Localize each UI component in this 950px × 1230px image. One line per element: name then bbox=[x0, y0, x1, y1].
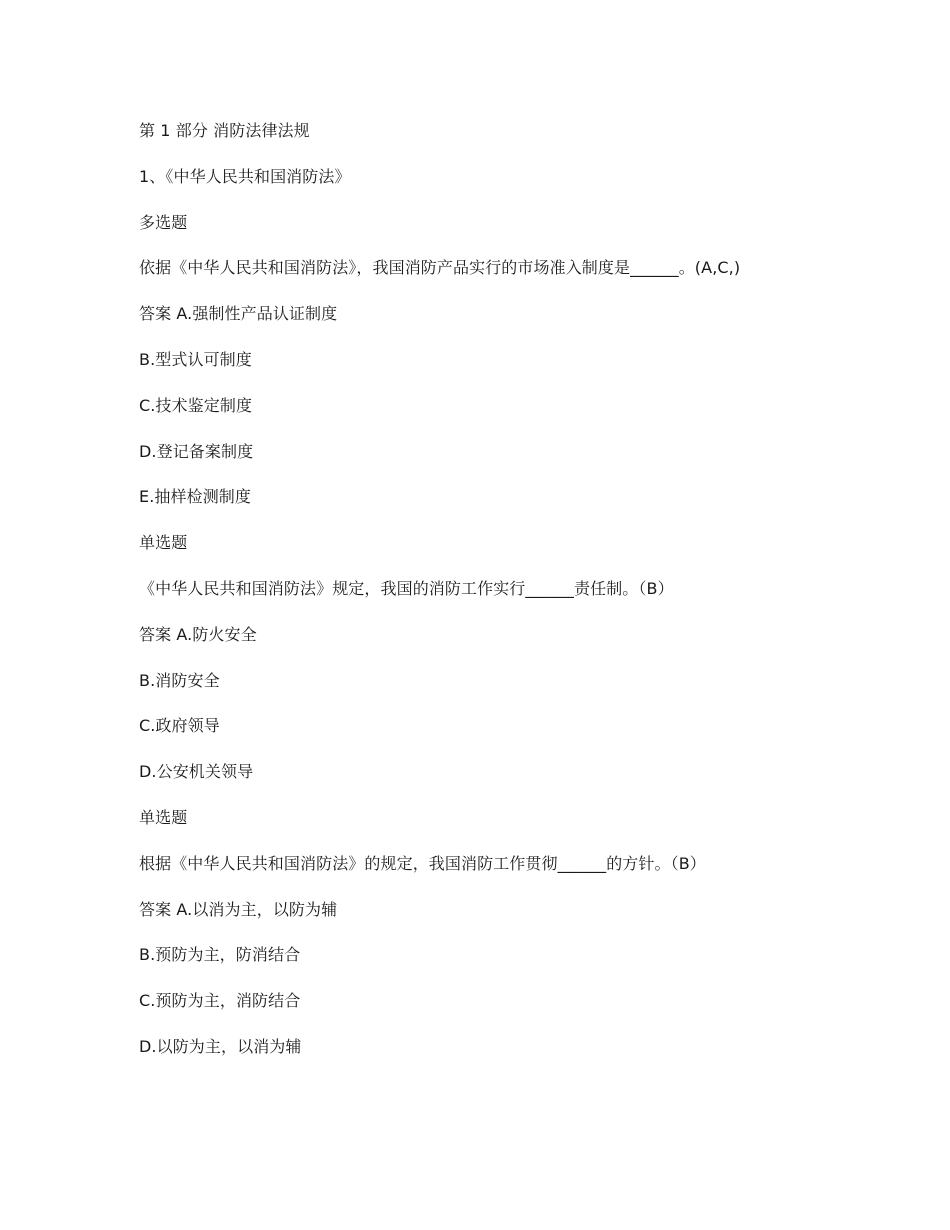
option-c: C.政府领导 bbox=[139, 716, 220, 736]
section-title: 1、《中华人民共和国消防法》 bbox=[139, 166, 351, 186]
option-e: E.抽样检测制度 bbox=[139, 487, 251, 507]
option-b: B.预防为主，防消结合 bbox=[139, 945, 301, 965]
question-stem: 《中华人民共和国消防法》规定，我国的消防工作实行______责任制。（B） bbox=[139, 578, 674, 598]
question-1 bbox=[139, 211, 819, 509]
option-c: C.预防为主，消防结合 bbox=[139, 991, 301, 1011]
part-title: 第 1 部分 消防法律法规 bbox=[139, 121, 310, 140]
question-stem: 根据《中华人民共和国消防法》的规定，我国消防工作贯彻______的方针。（B） bbox=[139, 853, 706, 873]
question-type: 单选题 bbox=[139, 807, 188, 827]
question-2 bbox=[139, 531, 819, 783]
document-content bbox=[139, 119, 819, 1081]
option-c: C.技术鉴定制度 bbox=[139, 395, 253, 415]
option-b: B.型式认可制度 bbox=[139, 349, 252, 369]
option-a: 答案 A.强制性产品认证制度 bbox=[139, 304, 338, 324]
question-3 bbox=[139, 806, 819, 1058]
question-type: 多选题 bbox=[139, 212, 188, 232]
option-d: D.公安机关领导 bbox=[139, 762, 254, 782]
option-d: D.以防为主，以消为辅 bbox=[139, 1036, 302, 1056]
question-stem: 依据《中华人民共和国消防法》，我国消防产品实行的市场准入制度是______。(A,C,) bbox=[139, 258, 741, 278]
question-type: 单选题 bbox=[139, 533, 188, 553]
option-d: D.登记备案制度 bbox=[139, 441, 254, 461]
option-a: 答案 A.防火安全 bbox=[139, 624, 257, 644]
option-b: B.消防安全 bbox=[139, 670, 220, 690]
option-a: 答案 A.以消为主，以防为辅 bbox=[139, 899, 338, 919]
